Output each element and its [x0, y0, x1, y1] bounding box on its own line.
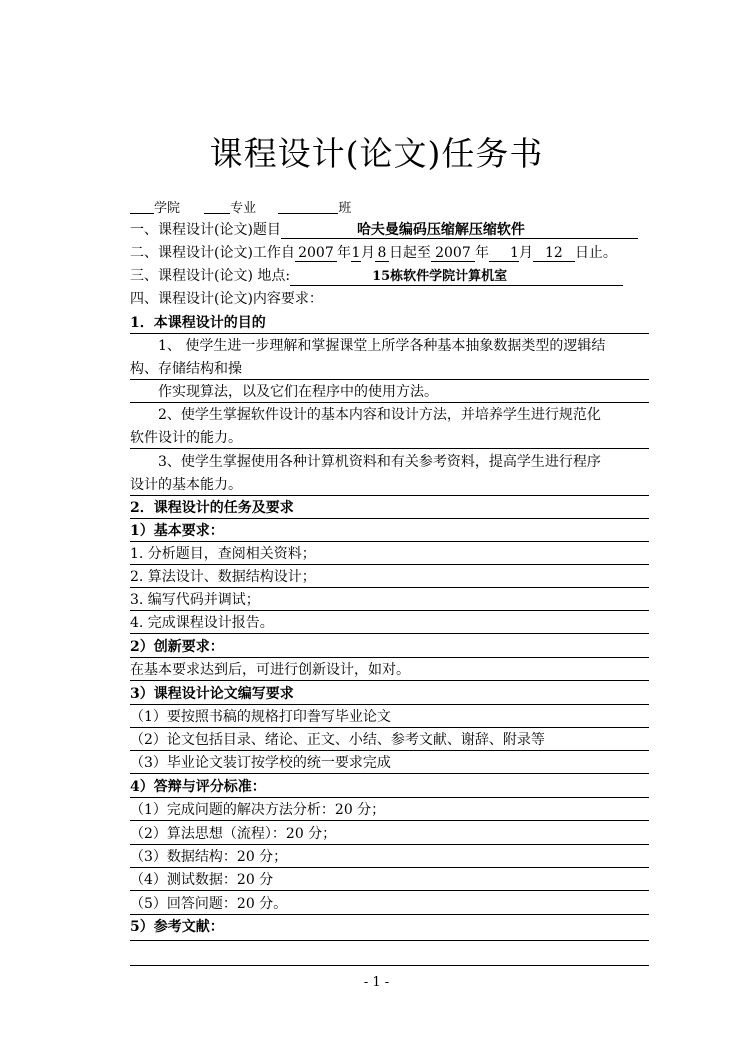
paper-item-2: （2）论文包括目录、绪论、正文、小结、参考文献、谢辞、附录等 [130, 732, 545, 748]
rule [130, 587, 649, 588]
section-1-heading: 1．本课程设计的目的 [130, 315, 266, 331]
rule [130, 750, 649, 751]
basic-item-2: 2. 算法设计、数据结构设计； [130, 569, 316, 585]
purpose-1-line-2: 构、存储结构和操 [130, 361, 242, 377]
end-text: 日止。 [574, 245, 617, 261]
start-day: 8 [375, 245, 389, 262]
rule [130, 940, 649, 941]
grade-item-4: （4）测试数据：20 分 [130, 872, 274, 888]
rule [130, 518, 649, 519]
end-year: 2007 [431, 245, 475, 262]
rule [130, 564, 649, 565]
location-value: 15栋软件学院计算机室 [290, 269, 623, 286]
rule [130, 610, 649, 611]
purpose-1-line-1: 1、 使学生进一步理解和掌握课堂上所学各种基本抽象数据类型的逻辑结 [158, 338, 606, 354]
rule [130, 402, 649, 403]
rule [130, 867, 649, 868]
page-number: - 1 - [363, 975, 390, 990]
period-row [130, 244, 649, 262]
footer-rule [130, 965, 649, 966]
basic-item-4: 4. 完成课程设计报告。 [130, 615, 274, 631]
paper-item-3: （3）毕业论文装订按学校的统一要求完成 [130, 755, 391, 771]
year-unit-2: 年 [474, 245, 489, 261]
purpose-1-line-3: 作实现算法，以及它们在程序中的使用方法。 [158, 384, 438, 400]
rule [130, 379, 649, 380]
class-blank [278, 199, 338, 214]
college-blank [130, 199, 154, 214]
header-line [130, 199, 649, 218]
from-to-text: 日起至 [388, 245, 431, 261]
purpose-2-line-2: 软件设计的能力。 [130, 430, 242, 446]
grade-item-3: （3）数据结构：20 分； [130, 849, 288, 865]
grade-item-5: （5）回答问题：20 分。 [130, 896, 288, 912]
rule [130, 773, 649, 774]
basic-item-3: 3. 编写代码并调试； [130, 592, 260, 608]
rule [130, 820, 649, 821]
paper-item-1: （1）要按照书稿的规格打印誊写毕业论文 [130, 709, 391, 725]
topic-label: 一、课程设计(论文)题目 [130, 222, 281, 238]
location-row [130, 267, 649, 286]
rule [130, 495, 649, 496]
section-2-heading: 2．课程设计的任务及要求 [130, 500, 294, 516]
references-heading: 5）参考文献： [130, 919, 224, 935]
basic-item-1: 1. 分析题目，查阅相关资料； [130, 546, 316, 562]
purpose-2-line-1: 2、使学生掌握软件设计的基本内容和设计方法，并培养学生进行规范化 [158, 407, 601, 423]
innovation-heading: 2）创新要求： [130, 639, 224, 655]
rule [130, 844, 649, 845]
year-unit: 年 [336, 245, 351, 261]
start-month: 1 [351, 245, 361, 261]
rule [130, 633, 649, 634]
rule [130, 890, 649, 891]
rule [130, 914, 649, 915]
grade-item-2: （2）算法思想（流程）：20 分； [130, 826, 337, 842]
basic-requirements-heading: 1）基本要求： [130, 523, 224, 539]
major-blank [204, 199, 230, 214]
start-year: 2007 [295, 245, 337, 262]
rule [130, 333, 649, 334]
topic-row [130, 221, 649, 239]
topic-value: 哈夫曼编码压缩解压缩软件 [281, 222, 638, 239]
content-row: 四、课程设计(论文)内容要求： [130, 291, 323, 307]
grading-heading: 4）答辩与评分标准： [130, 779, 266, 795]
rule [130, 727, 649, 728]
rule [130, 657, 649, 658]
end-month: 1 [489, 245, 519, 262]
purpose-3-line-2: 设计的基本能力。 [130, 477, 242, 493]
innovation-text: 在基本要求达到后，可进行创新设计，如对。 [130, 662, 410, 678]
rule [130, 541, 649, 542]
rule [130, 704, 649, 705]
major-label: 专业 [230, 201, 257, 216]
document-title: 课程设计(论文)任务书 [209, 134, 544, 173]
end-day: 12 [533, 245, 575, 262]
month-unit: 月 [360, 245, 375, 261]
purpose-3-line-1: 3、使学生掌握使用各种计算机资料和有关参考资料，提高学生进行程序 [158, 454, 601, 470]
month-unit-2: 月 [518, 245, 533, 261]
rule [130, 448, 649, 449]
college-label: 学院 [154, 201, 181, 216]
rule [130, 797, 649, 798]
paper-requirements-heading: 3）课程设计论文编写要求 [130, 686, 294, 702]
period-label: 二、课程设计(论文)工作自 [130, 245, 295, 261]
rule [130, 680, 649, 681]
location-label: 三、课程设计(论文) 地点: [130, 268, 291, 284]
grade-item-1: （1）完成问题的解决方法分析：20 分； [130, 802, 386, 818]
class-label: 班 [338, 201, 352, 216]
